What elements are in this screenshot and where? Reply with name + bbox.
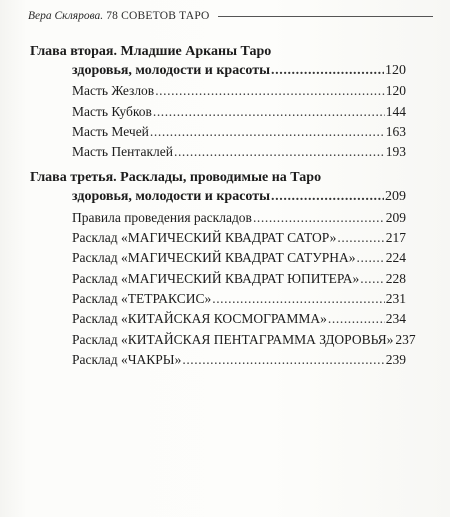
toc-chapter-row[interactable] bbox=[30, 61, 406, 81]
dot-leader bbox=[182, 350, 384, 370]
page-number: 228 bbox=[385, 270, 406, 286]
entry-label: Расклад «МАГИЧЕСКИЙ КВАДРАТ ЮПИТЕРА» bbox=[72, 270, 360, 286]
dot-leader bbox=[360, 269, 385, 289]
running-head-rule bbox=[218, 16, 433, 17]
entry-label: Расклад «КИТАЙСКАЯ КОСМОГРАММА» bbox=[72, 311, 327, 327]
dot-leader bbox=[271, 187, 384, 207]
dot-leader bbox=[271, 61, 384, 81]
page-number: 120 bbox=[385, 83, 406, 99]
dot-leader bbox=[253, 208, 385, 228]
page-number: 144 bbox=[385, 103, 406, 119]
page-number: 120 bbox=[385, 63, 406, 78]
dot-leader bbox=[150, 122, 385, 142]
page-number: 239 bbox=[385, 351, 406, 367]
toc-entry[interactable] bbox=[30, 81, 406, 101]
dot-leader bbox=[153, 102, 385, 122]
dot-leader bbox=[174, 142, 385, 162]
toc-entry[interactable] bbox=[30, 269, 406, 289]
dot-leader bbox=[212, 289, 385, 309]
toc-entry[interactable] bbox=[30, 208, 406, 228]
page-number: 163 bbox=[385, 123, 406, 139]
running-head-author: Вера Склярова. bbox=[28, 10, 104, 22]
chapter-title-line1: Глава вторая. Младшие Арканы Таро bbox=[30, 44, 272, 59]
entry-label: Расклад «ТЕТРАКСИС» bbox=[72, 290, 212, 306]
toc-chapter bbox=[30, 42, 406, 61]
toc-entry[interactable] bbox=[30, 248, 406, 268]
toc-entry[interactable] bbox=[30, 350, 406, 370]
entry-label: Масть Жезлов bbox=[72, 83, 155, 99]
toc-entry[interactable] bbox=[30, 102, 406, 122]
dot-leader bbox=[328, 309, 385, 329]
page-number: 234 bbox=[385, 311, 406, 327]
table-of-contents bbox=[30, 42, 416, 370]
toc-chapter bbox=[30, 168, 406, 187]
dot-leader bbox=[155, 81, 385, 101]
chapter-title-line2: здоровья, молодости и красоты bbox=[72, 189, 271, 205]
toc-entry[interactable] bbox=[30, 289, 406, 309]
page-number: 209 bbox=[385, 209, 406, 225]
dot-leader bbox=[337, 228, 384, 248]
toc-chapter-row[interactable] bbox=[30, 187, 406, 207]
entry-label: Масть Мечей bbox=[72, 123, 149, 139]
entry-label: Расклад «МАГИЧЕСКИЙ КВАДРАТ САТОР» bbox=[72, 230, 337, 246]
page-number: 209 bbox=[385, 189, 406, 205]
entry-label: Расклад «КИТАЙСКАЯ ПЕНТАГРАММА ЗДОРОВЬЯ» bbox=[72, 331, 394, 347]
running-head-title: 78 СОВЕТОВ ТАРО bbox=[106, 10, 210, 22]
chapter-title-line2: здоровья, молодости и красоты bbox=[72, 63, 271, 78]
entry-label: Масть Кубков bbox=[72, 103, 152, 119]
toc-entry[interactable] bbox=[30, 309, 406, 329]
page-number: 224 bbox=[385, 250, 406, 266]
chapter-title-line1: Глава третья. Расклады, проводимые на Таро bbox=[30, 170, 322, 186]
toc-entry[interactable] bbox=[30, 330, 416, 350]
page-number: 231 bbox=[385, 290, 406, 306]
dot-leader bbox=[357, 248, 385, 268]
entry-label: Правила проведения раскладов bbox=[72, 209, 252, 225]
running-head bbox=[28, 6, 433, 26]
toc-entry[interactable] bbox=[30, 142, 406, 162]
entry-label: Расклад «МАГИЧЕСКИЙ КВАДРАТ САТУРНА» bbox=[72, 250, 356, 266]
page-number: 217 bbox=[385, 230, 406, 246]
toc-entry[interactable] bbox=[30, 228, 406, 248]
page-number: 193 bbox=[385, 144, 406, 160]
page-number: 237 bbox=[395, 331, 416, 347]
entry-label: Масть Пентаклей bbox=[72, 144, 173, 160]
toc-entry[interactable] bbox=[30, 122, 406, 142]
entry-label: Расклад «ЧАКРЫ» bbox=[72, 351, 182, 367]
